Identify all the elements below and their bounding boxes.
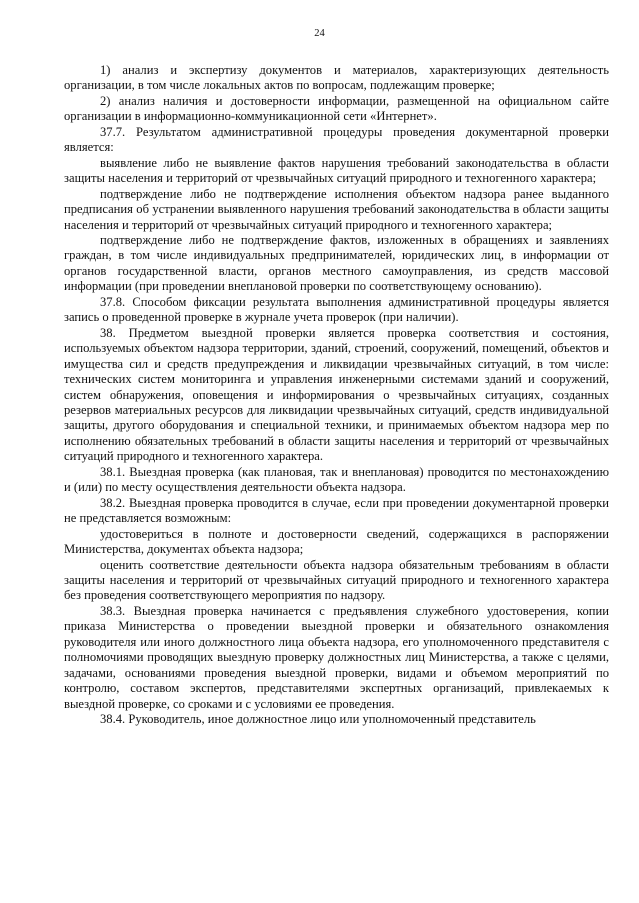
paragraph: 38.3. Выездная проверка начинается с предъявления служебного удостоверения, копии приказа Министерства о проведении выездной проверки и обязательного ознакомления руководителя или иного должностного лица объекта надзора, его уполномоченного представителя с полномочиями проводящих выездную проверку должностных лиц Министерства, а также с целями, задачами, основаниями проведения выездной проверки, видами и объемом мероприятий по контролю, составом экспертов, представителями экспертных организаций, привлекаемых к выездной проверке, со сроками и с условиями ее проведения. xyxy=(64,603,609,711)
paragraph: 38. Предметом выездной проверки является проверка соответствия и состояния, используемых объектом надзора территории, зданий, строений, сооружений, помещений, объектов и имущества сил и средств предупреждения и ликвидации чрезвычайных ситуаций, в том числе: технических систем мониторинга и управления инженерными системами зданий и сооружений, систем обнаружения, оповещения и информирования о чрезвычайных ситуациях, созданных резервов материальных ресурсов для ликвидации чрезвычайных ситуаций, средств индивидуальной защиты, другого оборудования и специальной техники, и принимаемых объектом надзора мер по исполнению обязательных требований в области защиты населения и территорий от чрезвычайных ситуаций природного и техногенного характера. xyxy=(64,325,609,464)
paragraph: подтверждение либо не подтверждение исполнения объектом надзора ранее выданного предписания об устранении выявленного нарушения требований законодательства в области защиты населения и территорий от чрезвычайных ситуаций природного и техногенного характера; xyxy=(64,186,609,232)
paragraph: удостовериться в полноте и достоверности сведений, содержащихся в распоряжении Министерства, документах объекта надзора; xyxy=(64,526,609,557)
paragraph: 2) анализ наличия и достоверности информации, размещенной на официальном сайте организации в информационно-коммуникационной сети «Интернет». xyxy=(64,93,609,124)
paragraph: 38.4. Руководитель, иное должностное лицо или уполномоченный представитель xyxy=(100,712,536,727)
paragraph: 38.1. Выездная проверка (как плановая, так и внеплановая) проводится по местонахождению и (или) по месту осуществления деятельности объекта надзора. xyxy=(64,464,609,495)
paragraph: 1) анализ и экспертизу документов и материалов, характеризующих деятельность организации, в том числе локальных актов по вопросам, подлежащим проверке; xyxy=(64,63,609,93)
paragraph: выявление либо не выявление фактов нарушения требований законодательства в области защиты населения и территорий от чрезвычайных ситуаций природного и техногенного характера; xyxy=(64,155,609,186)
page-number: 24 xyxy=(314,28,325,39)
paragraph: 37.7. Результатом административной процедуры проведения документарной проверки является: xyxy=(64,124,609,155)
paragraph: подтверждение либо не подтверждение фактов, изложенных в обращениях и заявлениях граждан, в том числе индивидуальных предпринимателей, юридических лиц, в информации от органов государственной власти, органов местного самоуправления, из средств массовой информации (при проведении внеплановой проверки по соответствующему основанию). xyxy=(64,232,609,294)
paragraph: оценить соответствие деятельности объекта надзора обязательным требованиям в области защиты населения и территорий от чрезвычайных ситуаций природного и техногенного характера без проведения соответствующего мероприятия по надзору. xyxy=(64,557,609,603)
paragraph: 38.2. Выездная проверка проводится в случае, если при проведении документарной проверки не представляется возможным: xyxy=(64,495,609,526)
document-body xyxy=(64,63,609,727)
paragraph: 37.8. Способом фиксации результата выполнения административной процедуры является запись о проведенной проверке в журнале учета проверок (при наличии). xyxy=(64,294,609,325)
